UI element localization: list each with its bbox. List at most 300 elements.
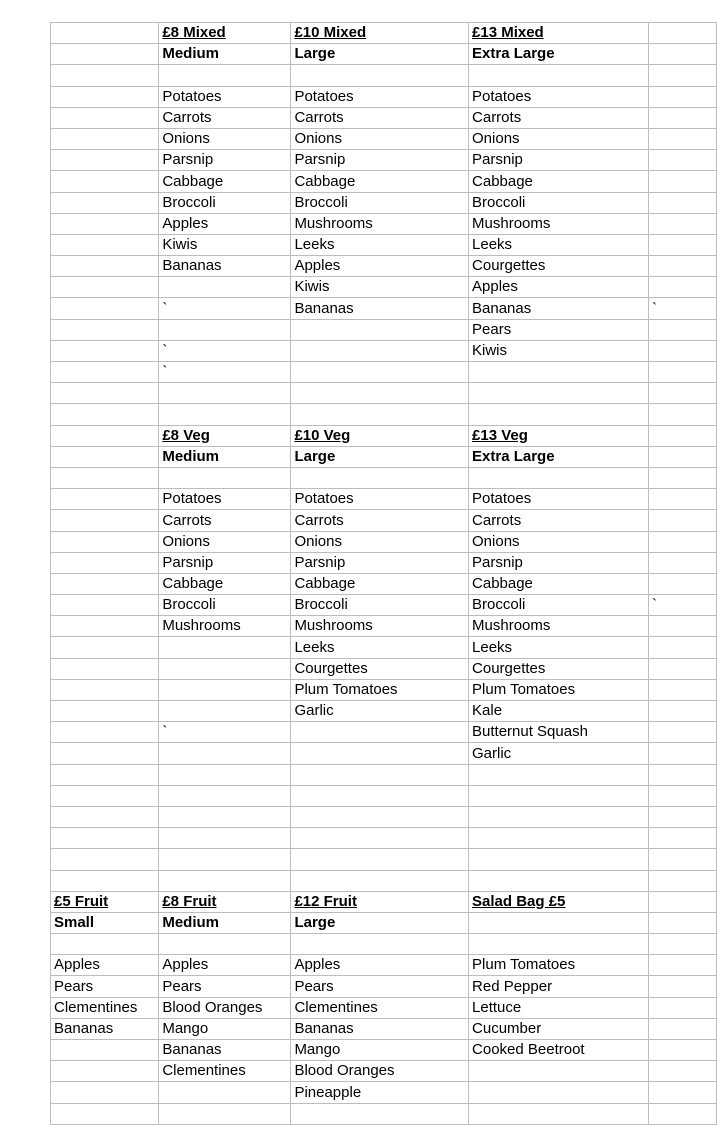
table-cell[interactable]: Red Pepper — [469, 976, 649, 997]
table-cell[interactable]: Lettuce — [469, 997, 649, 1018]
table-cell[interactable] — [648, 107, 716, 128]
table-cell[interactable]: Clementines — [159, 1061, 291, 1082]
table-cell[interactable] — [469, 806, 649, 827]
table-cell[interactable] — [51, 277, 159, 298]
table-cell[interactable]: Medium — [159, 44, 291, 65]
table-cell[interactable]: Courgettes — [291, 658, 469, 679]
table-cell[interactable]: Broccoli — [159, 595, 291, 616]
table-cell[interactable] — [51, 870, 159, 891]
table-cell[interactable] — [51, 298, 159, 319]
table-cell[interactable]: Carrots — [469, 107, 649, 128]
table-cell[interactable] — [648, 552, 716, 573]
table-cell[interactable] — [159, 849, 291, 870]
table-cell[interactable] — [648, 701, 716, 722]
table-row — [51, 658, 717, 679]
table-cell[interactable]: Blood Oranges — [159, 997, 291, 1018]
table-cell[interactable] — [51, 849, 159, 870]
table-cell[interactable]: Garlic — [291, 701, 469, 722]
table-cell[interactable] — [648, 616, 716, 637]
table-cell[interactable]: Large — [291, 912, 469, 933]
table-cell[interactable]: Pears — [291, 976, 469, 997]
table-cell[interactable]: Broccoli — [159, 192, 291, 213]
table-cell[interactable]: ` — [159, 722, 291, 743]
table-cell[interactable] — [648, 23, 716, 44]
table-cell[interactable]: Bananas — [159, 1040, 291, 1061]
table-cell[interactable]: ` — [648, 595, 716, 616]
table-cell[interactable] — [159, 785, 291, 806]
table-cell[interactable]: Broccoli — [291, 192, 469, 213]
table-cell[interactable] — [291, 340, 469, 361]
table-row — [51, 298, 717, 319]
table-cell[interactable]: Carrots — [469, 510, 649, 531]
table-cell[interactable] — [51, 128, 159, 149]
table-cell[interactable]: £8 Veg — [159, 425, 291, 446]
table-cell[interactable] — [291, 404, 469, 425]
table-cell[interactable] — [648, 340, 716, 361]
table-cell[interactable] — [648, 256, 716, 277]
table-cell[interactable] — [159, 806, 291, 827]
table-cell[interactable] — [291, 764, 469, 785]
table-cell[interactable] — [51, 1103, 159, 1124]
table-cell[interactable]: Apples — [159, 955, 291, 976]
table-cell[interactable]: Cabbage — [469, 171, 649, 192]
table-cell[interactable] — [51, 1082, 159, 1103]
table-cell[interactable] — [469, 362, 649, 383]
table-cell[interactable] — [648, 171, 716, 192]
table-row — [51, 637, 717, 658]
table-cell[interactable]: Leeks — [291, 234, 469, 255]
table-cell[interactable] — [51, 701, 159, 722]
table-cell[interactable] — [648, 86, 716, 107]
table-cell[interactable]: Pears — [51, 976, 159, 997]
table-cell[interactable] — [469, 849, 649, 870]
table-cell[interactable] — [648, 1103, 716, 1124]
table-cell[interactable] — [159, 65, 291, 86]
table-cell[interactable] — [51, 510, 159, 531]
table-cell[interactable] — [159, 934, 291, 955]
table-row — [51, 1082, 717, 1103]
table-cell[interactable] — [648, 128, 716, 149]
table-cell[interactable] — [51, 828, 159, 849]
table-cell[interactable]: Leeks — [469, 637, 649, 658]
table-cell[interactable]: Potatoes — [469, 489, 649, 510]
table-cell[interactable] — [51, 44, 159, 65]
table-cell[interactable] — [51, 150, 159, 171]
table-cell[interactable] — [159, 1103, 291, 1124]
table-cell[interactable] — [159, 743, 291, 764]
table-cell[interactable]: Potatoes — [469, 86, 649, 107]
table-cell[interactable] — [51, 65, 159, 86]
table-cell[interactable] — [648, 213, 716, 234]
table-cell[interactable]: Mango — [159, 1018, 291, 1039]
table-cell[interactable]: Potatoes — [291, 86, 469, 107]
table-cell[interactable] — [291, 319, 469, 340]
table-cell[interactable] — [159, 404, 291, 425]
table-cell[interactable]: Potatoes — [291, 489, 469, 510]
table-cell[interactable] — [648, 785, 716, 806]
table-cell[interactable]: Broccoli — [291, 595, 469, 616]
table-cell[interactable] — [648, 658, 716, 679]
table-row — [51, 234, 717, 255]
table-cell[interactable]: Cucumber — [469, 1018, 649, 1039]
table-cell[interactable]: Plum Tomatoes — [291, 679, 469, 700]
table-cell[interactable]: £5 Fruit — [51, 891, 159, 912]
table-cell[interactable] — [159, 277, 291, 298]
table-cell[interactable] — [469, 764, 649, 785]
table-cell[interactable]: Broccoli — [469, 192, 649, 213]
table-cell[interactable] — [291, 65, 469, 86]
table-cell[interactable] — [648, 1018, 716, 1039]
table-cell[interactable] — [648, 743, 716, 764]
table-cell[interactable] — [648, 319, 716, 340]
table-cell[interactable] — [648, 467, 716, 488]
table-cell[interactable]: Apples — [51, 955, 159, 976]
table-cell[interactable] — [648, 446, 716, 467]
table-cell[interactable] — [648, 828, 716, 849]
table-cell[interactable]: Extra Large — [469, 44, 649, 65]
table-row — [51, 1103, 717, 1124]
table-cell[interactable]: Onions — [159, 128, 291, 149]
table-cell[interactable] — [291, 1103, 469, 1124]
table-row — [51, 595, 717, 616]
table-cell[interactable] — [469, 785, 649, 806]
table-cell[interactable]: Apples — [159, 213, 291, 234]
table-row — [51, 128, 717, 149]
table-cell[interactable]: Carrots — [159, 107, 291, 128]
table-cell[interactable] — [648, 192, 716, 213]
table-cell[interactable] — [648, 637, 716, 658]
table-cell[interactable] — [469, 404, 649, 425]
table-cell[interactable]: Garlic — [469, 743, 649, 764]
table-cell[interactable]: ` — [159, 362, 291, 383]
table-cell[interactable]: Cabbage — [291, 573, 469, 594]
table-row — [51, 383, 717, 404]
table-cell[interactable] — [648, 955, 716, 976]
table-cell[interactable] — [648, 531, 716, 552]
table-row — [51, 679, 717, 700]
table-cell[interactable] — [51, 637, 159, 658]
table-cell[interactable]: Onions — [469, 128, 649, 149]
table-cell[interactable]: Onions — [159, 531, 291, 552]
table-cell[interactable] — [648, 234, 716, 255]
table-row — [51, 340, 717, 361]
table-cell[interactable]: Onions — [291, 531, 469, 552]
table-cell[interactable]: Potatoes — [159, 489, 291, 510]
table-cell[interactable] — [469, 1082, 649, 1103]
table-cell[interactable] — [51, 1061, 159, 1082]
table-cell[interactable]: Cabbage — [159, 171, 291, 192]
table-row — [51, 976, 717, 997]
table-cell[interactable]: ` — [159, 298, 291, 319]
table-row — [51, 743, 717, 764]
table-cell[interactable]: Pineapple — [291, 1082, 469, 1103]
table-row — [51, 467, 717, 488]
table-cell[interactable]: Carrots — [159, 510, 291, 531]
table-cell[interactable] — [51, 616, 159, 637]
table-cell[interactable] — [159, 828, 291, 849]
table-cell[interactable]: Leeks — [469, 234, 649, 255]
table-cell[interactable] — [291, 722, 469, 743]
table-cell[interactable]: Pears — [159, 976, 291, 997]
table-cell[interactable]: Parsnip — [291, 150, 469, 171]
table-cell[interactable] — [51, 383, 159, 404]
table-row — [51, 870, 717, 891]
table-row — [51, 531, 717, 552]
table-cell[interactable] — [648, 1040, 716, 1061]
table-cell[interactable] — [469, 1103, 649, 1124]
table-cell[interactable]: Carrots — [291, 510, 469, 531]
table-cell[interactable]: ` — [648, 298, 716, 319]
table-cell[interactable]: Large — [291, 44, 469, 65]
table-row — [51, 489, 717, 510]
table-cell[interactable]: Clementines — [51, 997, 159, 1018]
table-row — [51, 319, 717, 340]
table-cell[interactable] — [51, 362, 159, 383]
table-cell[interactable] — [648, 65, 716, 86]
table-cell[interactable]: Salad Bag £5 — [469, 891, 649, 912]
table-cell[interactable] — [159, 658, 291, 679]
table-cell[interactable]: Onions — [469, 531, 649, 552]
table-row — [51, 510, 717, 531]
table-cell[interactable]: Medium — [159, 446, 291, 467]
table-cell[interactable]: Onions — [291, 128, 469, 149]
table-cell[interactable] — [291, 743, 469, 764]
table-cell[interactable] — [51, 256, 159, 277]
table-cell[interactable] — [51, 679, 159, 700]
table-cell[interactable] — [648, 404, 716, 425]
table-cell[interactable]: Large — [291, 446, 469, 467]
table-cell[interactable]: Extra Large — [469, 446, 649, 467]
table-cell[interactable]: Bananas — [51, 1018, 159, 1039]
table-cell[interactable] — [648, 679, 716, 700]
table-row — [51, 701, 717, 722]
table-row — [51, 404, 717, 425]
table-row — [51, 171, 717, 192]
table-cell[interactable] — [648, 44, 716, 65]
table-cell[interactable]: Carrots — [291, 107, 469, 128]
table-cell[interactable]: £10 Mixed — [291, 23, 469, 44]
table-cell[interactable] — [159, 319, 291, 340]
table-cell[interactable]: £13 Veg — [469, 425, 649, 446]
table-cell[interactable] — [291, 362, 469, 383]
table-cell[interactable] — [51, 107, 159, 128]
table-cell[interactable] — [51, 192, 159, 213]
table-cell[interactable]: Plum Tomatoes — [469, 679, 649, 700]
table-cell[interactable]: Small — [51, 912, 159, 933]
table-cell[interactable] — [469, 65, 649, 86]
table-cell[interactable] — [51, 573, 159, 594]
table-cell[interactable] — [648, 1061, 716, 1082]
table-cell[interactable] — [648, 362, 716, 383]
table-cell[interactable] — [648, 150, 716, 171]
table-cell[interactable]: Kiwis — [159, 234, 291, 255]
table-row — [51, 934, 717, 955]
table-cell[interactable] — [159, 764, 291, 785]
table-cell[interactable] — [51, 404, 159, 425]
table-cell[interactable] — [648, 425, 716, 446]
table-cell[interactable] — [51, 489, 159, 510]
table-cell[interactable]: Leeks — [291, 637, 469, 658]
table-cell[interactable]: £12 Fruit — [291, 891, 469, 912]
table-cell[interactable]: Bananas — [159, 256, 291, 277]
table-row — [51, 256, 717, 277]
table-row — [51, 912, 717, 933]
table-cell[interactable] — [648, 489, 716, 510]
table-cell[interactable] — [648, 912, 716, 933]
table-cell[interactable] — [51, 213, 159, 234]
table-cell[interactable] — [291, 934, 469, 955]
table-cell[interactable]: Parsnip — [159, 150, 291, 171]
table-row — [51, 277, 717, 298]
table-cell[interactable] — [51, 171, 159, 192]
table-cell[interactable] — [159, 383, 291, 404]
table-cell[interactable] — [648, 764, 716, 785]
table-cell[interactable]: Clementines — [291, 997, 469, 1018]
table-row — [51, 891, 717, 912]
table-cell[interactable]: Broccoli — [469, 595, 649, 616]
table-cell[interactable]: Cabbage — [469, 573, 649, 594]
table-row — [51, 150, 717, 171]
table-row — [51, 192, 717, 213]
table-row — [51, 1018, 717, 1039]
table-cell[interactable] — [159, 870, 291, 891]
table-cell[interactable] — [51, 467, 159, 488]
table-cell[interactable] — [648, 277, 716, 298]
table-row — [51, 86, 717, 107]
table-row — [51, 828, 717, 849]
table-cell[interactable] — [291, 806, 469, 827]
table-cell[interactable] — [51, 934, 159, 955]
table-cell[interactable] — [291, 870, 469, 891]
table-cell[interactable]: £10 Veg — [291, 425, 469, 446]
table-cell[interactable] — [159, 467, 291, 488]
table-cell[interactable] — [291, 828, 469, 849]
table-cell[interactable] — [159, 701, 291, 722]
table-cell[interactable] — [648, 806, 716, 827]
table-cell[interactable]: Butternut Squash — [469, 722, 649, 743]
table-cell[interactable] — [51, 743, 159, 764]
table-row — [51, 806, 717, 827]
table-cell[interactable]: Medium — [159, 912, 291, 933]
table-row — [51, 955, 717, 976]
table-cell[interactable] — [51, 658, 159, 679]
table-cell[interactable]: Parsnip — [469, 552, 649, 573]
table-cell[interactable]: Apples — [291, 955, 469, 976]
table-cell[interactable]: Mushrooms — [469, 213, 649, 234]
table-cell[interactable] — [51, 234, 159, 255]
table-cell[interactable] — [291, 383, 469, 404]
table-cell[interactable]: Kale — [469, 701, 649, 722]
table-cell[interactable] — [51, 552, 159, 573]
table-cell[interactable]: Cooked Beetroot — [469, 1040, 649, 1061]
table-cell[interactable]: Courgettes — [469, 256, 649, 277]
table-cell[interactable] — [51, 785, 159, 806]
table-cell[interactable] — [51, 806, 159, 827]
table-cell[interactable]: Kiwis — [291, 277, 469, 298]
table-cell[interactable] — [469, 828, 649, 849]
table-cell[interactable] — [648, 383, 716, 404]
table-cell[interactable]: £8 Mixed — [159, 23, 291, 44]
table-cell[interactable]: Mushrooms — [159, 616, 291, 637]
table-cell[interactable] — [159, 679, 291, 700]
table-cell[interactable] — [51, 319, 159, 340]
table-cell[interactable] — [648, 976, 716, 997]
table-cell[interactable] — [648, 849, 716, 870]
table-cell[interactable] — [291, 467, 469, 488]
table-row — [51, 573, 717, 594]
table-cell[interactable]: Mushrooms — [469, 616, 649, 637]
table-cell[interactable]: Courgettes — [469, 658, 649, 679]
table-cell[interactable] — [159, 637, 291, 658]
table-cell[interactable] — [51, 722, 159, 743]
table-cell[interactable] — [648, 1082, 716, 1103]
table-cell[interactable]: Mushrooms — [291, 616, 469, 637]
table-cell[interactable] — [648, 891, 716, 912]
table-cell[interactable]: Bananas — [469, 298, 649, 319]
table-cell[interactable] — [648, 870, 716, 891]
table-cell[interactable] — [51, 531, 159, 552]
table-cell[interactable] — [51, 446, 159, 467]
table-cell[interactable]: ` — [159, 340, 291, 361]
table-row — [51, 65, 717, 86]
table-cell[interactable] — [469, 870, 649, 891]
table-cell[interactable] — [469, 934, 649, 955]
table-cell[interactable] — [469, 383, 649, 404]
table-cell[interactable]: Apples — [291, 256, 469, 277]
table-cell[interactable] — [469, 1061, 649, 1082]
table-cell[interactable] — [51, 340, 159, 361]
table-cell[interactable] — [648, 510, 716, 531]
table-cell[interactable] — [469, 467, 649, 488]
table-cell[interactable] — [648, 722, 716, 743]
table-cell[interactable] — [51, 595, 159, 616]
table-cell[interactable]: Cabbage — [291, 171, 469, 192]
table-cell[interactable]: Parsnip — [291, 552, 469, 573]
table-cell[interactable]: Potatoes — [159, 86, 291, 107]
table-cell[interactable] — [291, 849, 469, 870]
table-cell[interactable] — [51, 764, 159, 785]
table-cell[interactable] — [51, 1040, 159, 1061]
table-cell[interactable] — [291, 785, 469, 806]
table-row — [51, 107, 717, 128]
table-cell[interactable] — [469, 912, 649, 933]
table-cell[interactable]: Cabbage — [159, 573, 291, 594]
table-cell[interactable]: Bananas — [291, 1018, 469, 1039]
table-cell[interactable]: Parsnip — [159, 552, 291, 573]
table-cell[interactable]: Kiwis — [469, 340, 649, 361]
table-cell[interactable]: Bananas — [291, 298, 469, 319]
table-cell[interactable]: £8 Fruit — [159, 891, 291, 912]
table-cell[interactable] — [648, 573, 716, 594]
table-cell[interactable]: Parsnip — [469, 150, 649, 171]
table-cell[interactable]: Mushrooms — [291, 213, 469, 234]
table-cell[interactable]: Pears — [469, 319, 649, 340]
table-cell[interactable] — [648, 997, 716, 1018]
table-cell[interactable] — [159, 1082, 291, 1103]
table-cell[interactable] — [51, 425, 159, 446]
table-cell[interactable]: Mango — [291, 1040, 469, 1061]
table-cell[interactable] — [648, 934, 716, 955]
table-cell[interactable]: Blood Oranges — [291, 1061, 469, 1082]
table-cell[interactable] — [51, 86, 159, 107]
table-row — [51, 446, 717, 467]
table-cell[interactable]: Apples — [469, 277, 649, 298]
spreadsheet-grid — [50, 22, 717, 1125]
table-row — [51, 1061, 717, 1082]
table-cell[interactable] — [51, 23, 159, 44]
table-cell[interactable]: £13 Mixed — [469, 23, 649, 44]
table-cell[interactable]: Plum Tomatoes — [469, 955, 649, 976]
